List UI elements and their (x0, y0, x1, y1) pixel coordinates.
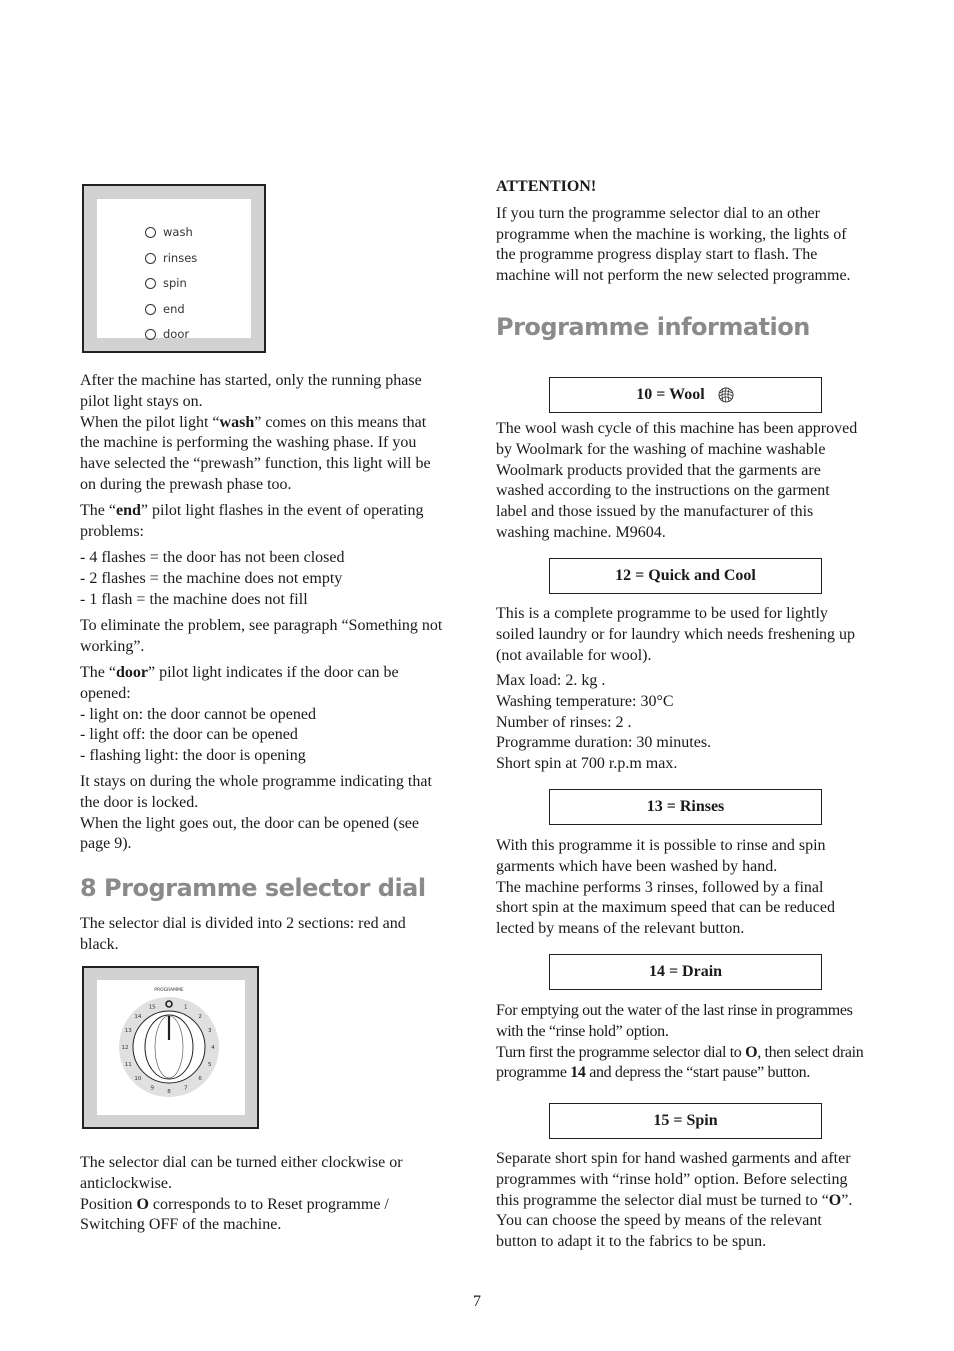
text-line: Switching OFF of the machine. (80, 1216, 282, 1234)
programme-label: 15 = Spin (653, 1112, 718, 1129)
door-light-paragraph (80, 663, 470, 767)
spec-line: Washing temperature: 30°C (496, 692, 674, 710)
text-line: After the machine has started, only the running phase (80, 372, 422, 389)
selector-dial-panel-inner (97, 980, 245, 1115)
programme-label: 10 = Wool (636, 386, 705, 403)
text-line: black. (80, 935, 119, 953)
quick-description (496, 604, 888, 666)
programme-label: 14 = Drain (648, 963, 723, 980)
spec-line: Programme duration: 30 minutes. (496, 734, 712, 752)
light-circle-icon (145, 253, 156, 264)
text-line: Woolmark products provided that the garments are (496, 461, 821, 479)
text-line: with the “rinse hold” option. (496, 1022, 669, 1040)
selector-dial-icon (97, 980, 247, 1115)
list-item: - 1 flash = the machine does not fill (80, 590, 308, 608)
spec-line: Number of rinses: 2 . (496, 713, 632, 731)
text-line: washed according to the instructions on the garment (496, 482, 830, 500)
dial-number: 15 (148, 1004, 156, 1011)
text-line: the machine is performing the washing phase. If you (80, 434, 417, 452)
light-circle-icon (145, 329, 156, 340)
text-line: The “end” pilot light flashes in the event of operating (80, 502, 424, 519)
drain-description (496, 1001, 888, 1084)
text-line: programme 14 and depress the “start pause” button. (496, 1064, 810, 1082)
text-line: garments which have been washed by hand. (496, 857, 778, 875)
woolmark-icon (717, 386, 735, 404)
text-line: (not available for wool). (496, 646, 652, 664)
text-line: The selector dial can be turned either clockwise or (80, 1154, 403, 1171)
eliminate-problem-paragraph (80, 616, 470, 658)
selector-dial-intro (80, 914, 470, 956)
text-line: opened: (80, 684, 131, 702)
text-line: Position O corresponds to to Reset programme / (80, 1195, 389, 1213)
text-line: With this programme it is possible to rinse and spin (496, 837, 826, 854)
dial-number: 7 (184, 1085, 188, 1092)
programme-label: 12 = Quick and Cool (615, 567, 756, 584)
text-line: It stays on during the whole programme indicating that (80, 773, 432, 790)
spin-description (496, 1149, 888, 1253)
text-line: For emptying out the water of the last rinse in programmes (496, 1002, 853, 1019)
programme-box-quick-and-cool (549, 558, 822, 594)
list-item: - 2 flashes = the machine does not empty (80, 569, 343, 587)
pilot-light-end (145, 300, 185, 318)
rinses-description (496, 836, 888, 940)
pilot-light-door (145, 325, 189, 343)
text-line: short spin at the maximum speed that can be reduced (496, 899, 836, 917)
programme-box-drain (549, 954, 822, 990)
text-line: washing machine. M9604. (496, 523, 666, 541)
programme-box-spin (549, 1103, 822, 1139)
text-line: programmes with “rinse hold” option. Before selecting (496, 1170, 848, 1188)
text-line: this programme the selector dial must be turned to “O”. (496, 1191, 853, 1209)
text-line: anticlockwise. (80, 1174, 172, 1192)
text-line: label and those issued by the manufacturer of this (496, 503, 814, 521)
programme-box-rinses (549, 789, 822, 825)
end-light-paragraph (80, 501, 470, 543)
text-line: page 9). (80, 835, 132, 853)
text-line: lected by means of the relevant button. (496, 920, 745, 938)
text-line: You can choose the speed by means of the relevant (496, 1212, 822, 1230)
text-line: have selected the “prewash” function, this light will be (80, 455, 431, 473)
text-line: To eliminate the problem, see paragraph “Something not (80, 617, 443, 634)
text-line: pilot light stays on. (80, 392, 203, 410)
list-item: - flashing light: the door is opening (80, 747, 306, 765)
text-line: button to adapt it to the fabrics to be spun. (496, 1233, 767, 1251)
list-item: - 4 flashes = the door has not been closed (80, 549, 345, 566)
text-line: programme when the machine is working, the lights of (496, 225, 847, 243)
section-title-selector-dial: 8 Programme selector dial (80, 874, 426, 902)
programme-box-wool (549, 377, 822, 413)
dial-number: 5 (207, 1061, 212, 1068)
text-line: When the light goes out, the door can be opened (see (80, 814, 419, 832)
flashes-list (80, 548, 470, 610)
dial-number: 4 (211, 1045, 215, 1051)
programme-label: 13 = Rinses (646, 798, 725, 815)
pilot-light-label: door (163, 327, 190, 341)
pilot-light-wash (145, 223, 193, 241)
text-line: on during the prewash phase too. (80, 475, 292, 493)
pilot-lights-panel (82, 184, 266, 353)
pilot-light-label: spin (163, 276, 187, 290)
list-item: - light on: the door cannot be opened (80, 705, 316, 723)
dial-number: 11 (124, 1061, 132, 1068)
light-circle-icon (145, 304, 156, 315)
text-line: The selector dial is divided into 2 sections: red and (80, 915, 406, 932)
dial-number: 13 (124, 1028, 132, 1035)
light-circle-icon (145, 278, 156, 289)
spec-line: Short spin at 700 r.p.m max. (496, 755, 678, 773)
selector-dial-description (80, 1153, 470, 1236)
pilot-light-spin (145, 274, 187, 292)
wool-description (496, 419, 888, 544)
text-line: The machine performs 3 rinses, followed by a final (496, 878, 824, 896)
dial-number: 12 (121, 1045, 129, 1051)
running-phase-paragraph (80, 371, 470, 496)
dial-label: PROGRAMME (154, 988, 184, 993)
text-line: the door is locked. (80, 793, 199, 811)
page-number: 7 (473, 1293, 481, 1310)
pilot-lights-panel-inner (97, 199, 251, 341)
dial-number: 6 (198, 1076, 202, 1083)
text-line: machine will not perform the new selected programme. (496, 267, 851, 285)
text-line: This is a complete programme to be used for lightly (496, 605, 828, 622)
quick-specs (496, 671, 888, 775)
dial-number: 8 (167, 1089, 171, 1095)
text-line: Separate short spin for hand washed garments and after (496, 1150, 851, 1167)
text-line: soiled laundry or for laundry which needs freshening up (496, 625, 856, 643)
pilot-light-label: wash (163, 225, 193, 239)
text-line: If you turn the programme selector dial to an other (496, 204, 820, 222)
attention-block (496, 177, 888, 287)
text-line: the programme progress display start to flash. The (496, 246, 818, 264)
text-line: When the pilot light “wash” comes on this means that (80, 413, 427, 431)
text-line: problems: (80, 522, 144, 540)
dial-number: 2 (198, 1013, 202, 1020)
attention-title: ATTENTION! (496, 178, 597, 195)
dial-number: 3 (207, 1028, 212, 1035)
dial-number: 10 (134, 1076, 142, 1083)
list-item: - light off: the door can be opened (80, 726, 298, 744)
section-title-programme-information: Programme information (496, 313, 810, 341)
dial-number: 14 (134, 1013, 142, 1020)
pilot-light-rinses (145, 249, 197, 267)
text-line: by Woolmark for the washing of machine washable (496, 440, 826, 458)
dial-number: 1 (184, 1004, 188, 1011)
selector-dial-panel (82, 966, 259, 1129)
dial-number: 9 (150, 1085, 154, 1092)
text-line: working”. (80, 637, 145, 655)
door-locked-paragraph (80, 772, 470, 855)
spec-line: Max load: 2. kg . (496, 672, 606, 689)
text-line: The “door” pilot light indicates if the door can be (80, 664, 399, 681)
text-line: Turn first the programme selector dial to O, then select drain (496, 1043, 864, 1061)
pilot-light-label: rinses (163, 251, 198, 265)
light-circle-icon (145, 227, 156, 238)
pilot-light-label: end (163, 302, 185, 316)
text-line: The wool wash cycle of this machine has been approved (496, 420, 858, 437)
